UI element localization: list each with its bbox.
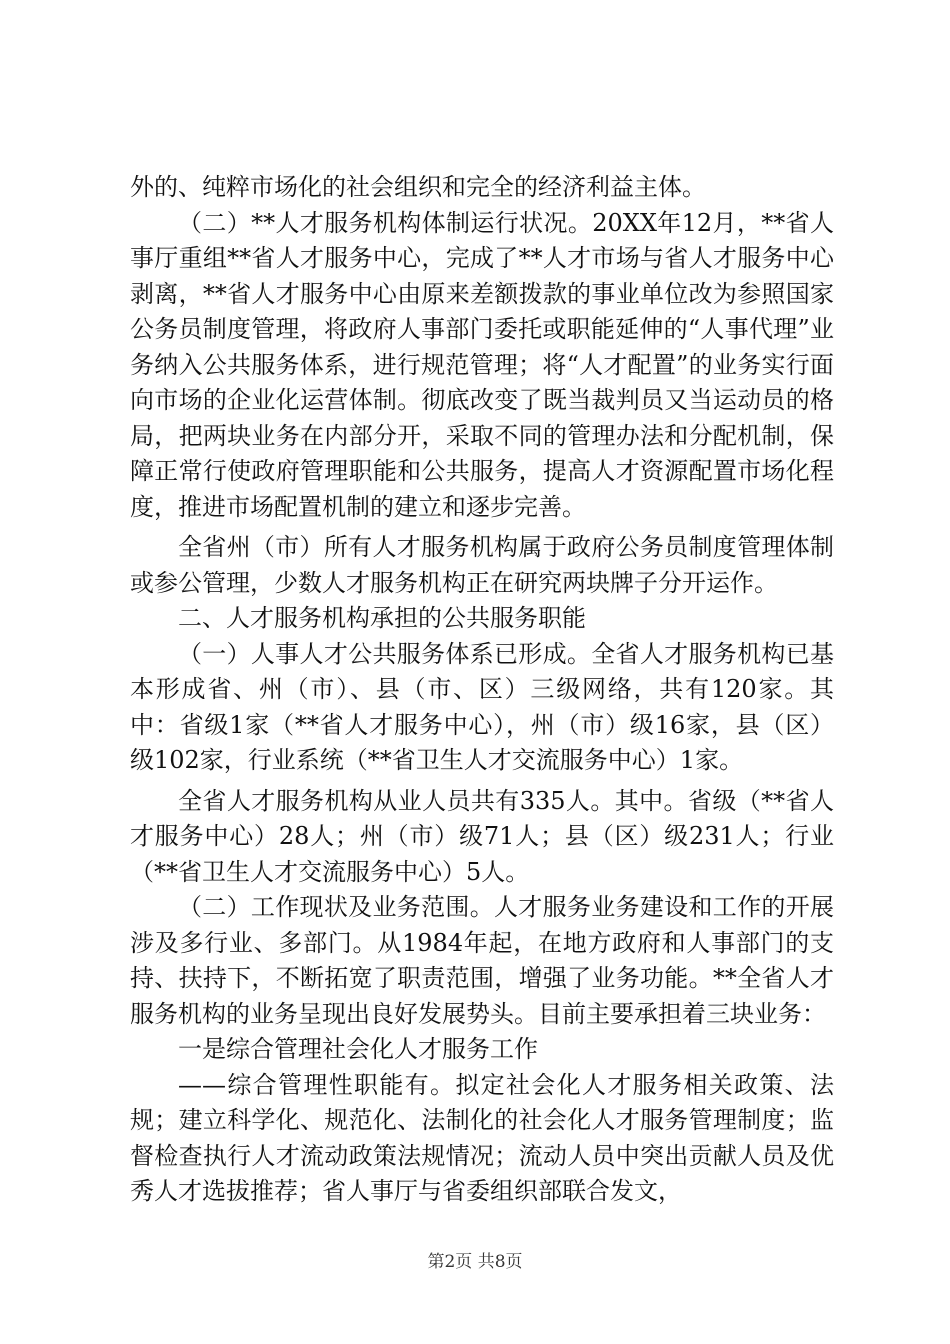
subheading-comprehensive-management: 一是综合管理社会化人才服务工作	[178, 1035, 538, 1063]
paragraph-institution-status: （二）**人才服务机构体制运行状况。20XX年12月，**省人事厅重组**省人才服务中心，完成了**人才市场与省人才服务中心剥离，**省人才服务中心由原来差额拨款的事业单位改为参照国家公务员制度管理，将政府人事部门委托或职能延伸的“人事代理”业务纳入公共服务体系，进行规范管理；将“人才配置”的业务实行面向市场的企业化运营体制。彻底改变了既当裁判员又当运动员的格局，把两块业务在内部分开，采取不同的管理办法和分配机制，保障正常行使政府管理职能和公共服务，提高人才资源配置市场化程度，推进市场配置机制的建立和逐步完善。	[130, 208, 834, 521]
section-heading-public-service: 二、人才服务机构承担的公共服务职能	[178, 604, 586, 632]
paragraph-management-functions: ——综合管理性职能有。拟定社会化人才服务相关政策、法规；建立科学化、规范化、法制化的社会化人才服务管理制度；监督检查执行人才流动政策法规情况；流动人员中突出贡献人员及优秀人才选拔推荐；省人事厅与省委组织部联合发文，	[130, 1070, 834, 1205]
paragraph-continuation: 外的、纯粹市场化的社会组织和完全的经济利益主体。	[130, 173, 706, 201]
paragraph-service-system: （一）人事人才公共服务体系已形成。全省人才服务机构已基本形成省、州（市）、县（市、区）三级网络，共有120家。其中：省级1家（**省人才服务中心），州（市）级16家，县（区）级102家，行业系统（**省卫生人才交流服务中心）1家。	[130, 639, 834, 774]
document-body	[130, 170, 834, 1210]
paragraph-staff-count: 全省人才服务机构从业人员共有335人。其中。省级（**省人才服务中心）28人；州（市）级71人；县（区）级231人；行业（**省卫生人才交流服务中心）5人。	[130, 786, 834, 886]
paragraph-work-status: （二）工作现状及业务范围。人才服务业务建设和工作的开展涉及多行业、多部门。从1984年起，在地方政府和人事部门的支持、扶持下，不断拓宽了职责范围，增强了业务功能。**全省人才服务机构的业务呈现出良好发展势头。目前主要承担着三块业务：	[130, 893, 834, 1028]
page-number-footer: 第2页 共8页	[427, 1252, 523, 1272]
paragraph-prefecture-institutions: 全省州（市）所有人才服务机构属于政府公务员制度管理体制或参公管理，少数人才服务机构正在研究两块牌子分开运作。	[130, 533, 834, 597]
